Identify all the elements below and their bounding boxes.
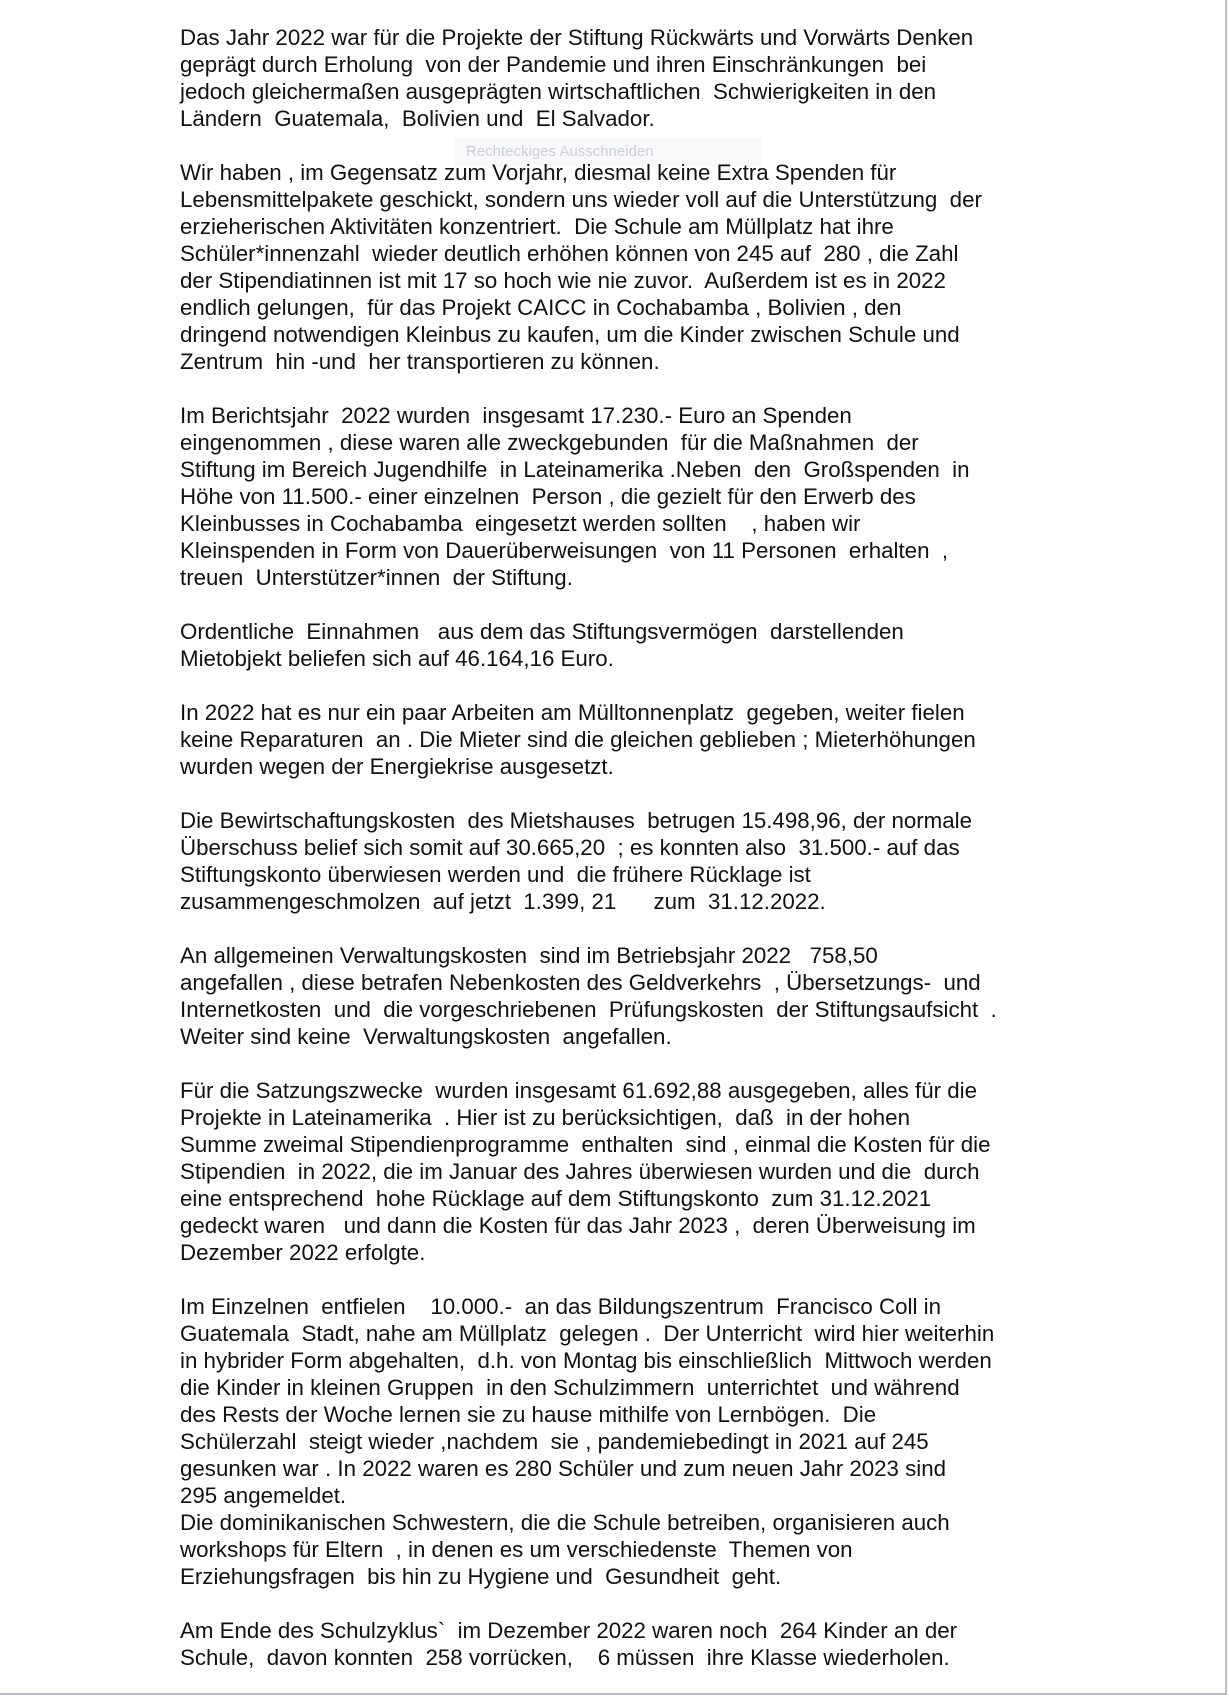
text-line: eine entsprechend hohe Rücklage auf dem Stiftungskonto zum 31.12.2021 <box>180 1186 932 1211</box>
text-line: Die Bewirtschaftungskosten des Mietshauses betrugen 15.498,96, der normale <box>180 808 972 833</box>
paragraph <box>180 1509 1060 1590</box>
text-line: Im Berichtsjahr 2022 wurden insgesamt 17.230.- Euro an Spenden <box>180 403 852 428</box>
text-line: keine Reparaturen an . Die Mieter sind die gleichen geblieben ; Mieterhöhungen <box>180 727 976 752</box>
paragraph <box>180 402 1060 591</box>
paragraph <box>180 24 1060 132</box>
text-line: Ländern Guatemala, Bolivien und El Salvador. <box>180 106 655 131</box>
text-line: die Kinder in kleinen Gruppen in den Schulzimmern unterrichtet und während <box>180 1375 960 1400</box>
text-line: des Rests der Woche lernen sie zu hause mithilfe von Lernbögen. Die <box>180 1402 877 1427</box>
text-line: zusammengeschmolzen auf jetzt 1.399, 21 zum 31.12.2022. <box>180 889 826 914</box>
text-line: Die dominikanischen Schwestern, die die Schule betreiben, organisieren auch <box>180 1510 950 1535</box>
text-line: Projekte in Lateinamerika . Hier ist zu berücksichtigen, daß in der hohen <box>180 1105 910 1130</box>
text-line: Überschuss belief sich somit auf 30.665,20 ; es konnten also 31.500.- auf das <box>180 835 960 860</box>
text-line: Lebensmittelpakete geschickt, sondern uns wieder voll auf die Unterstützung der <box>180 187 982 212</box>
text-line: Stiftung im Bereich Jugendhilfe in Lateinamerika .Neben den Großspenden in <box>180 457 970 482</box>
text-line: geprägt durch Erholung von der Pandemie und ihren Einschränkungen bei <box>180 52 927 77</box>
document-body <box>180 24 1060 1698</box>
text-line: Stipendien in 2022, die im Januar des Jahres überwiesen wurden und die durch <box>180 1159 980 1184</box>
text-line: Mietobjekt beliefen sich auf 46.164,16 Euro. <box>180 646 614 671</box>
text-line: An allgemeinen Verwaltungskosten sind im Betriebsjahr 2022 758,50 <box>180 943 878 968</box>
text-line: der Stipendiatinnen ist mit 17 so hoch wie nie zuvor. Außerdem ist es in 2022 <box>180 268 946 293</box>
text-line: Im Einzelnen entfielen 10.000.- an das Bildungszentrum Francisco Coll in <box>180 1294 941 1319</box>
text-line: gesunken war . In 2022 waren es 280 Schüler und zum neuen Jahr 2023 sind <box>180 1456 947 1481</box>
text-line: In 2022 hat es nur ein paar Arbeiten am Mülltonnenplatz gegeben, weiter fielen <box>180 700 965 725</box>
text-line: endlich gelungen, für das Projekt CAICC in Cochabamba , Bolivien , den <box>180 295 902 320</box>
paragraph <box>180 1077 1060 1266</box>
paragraph <box>180 618 1060 672</box>
text-line: jedoch gleichermaßen ausgeprägten wirtschaftlichen Schwierigkeiten in den <box>180 79 937 104</box>
text-line: eingenommen , diese waren alle zweckgebunden für die Maßnahmen der <box>180 430 919 455</box>
text-line: dringend notwendigen Kleinbus zu kaufen, um die Kinder zwischen Schule und <box>180 322 960 347</box>
paragraph <box>180 1617 1060 1671</box>
text-line: Erziehungsfragen bis hin zu Hygiene und Gesundheit geht. <box>180 1564 782 1589</box>
text-line: in hybrider Form abgehalten, d.h. von Montag bis einschließlich Mittwoch werden <box>180 1348 992 1373</box>
paragraph <box>180 942 1060 1050</box>
paragraph <box>180 699 1060 780</box>
text-line: 295 angemeldet. <box>180 1483 347 1508</box>
snipping-tooltip: Rechteckiges Ausschneiden <box>454 137 762 167</box>
text-line: Schule, davon konnten 258 vorrücken, 6 müssen ihre Klasse wiederholen. <box>180 1645 950 1670</box>
text-line: Dezember 2022 erfolgte. <box>180 1240 426 1265</box>
text-line: Weiter sind keine Verwaltungskosten angefallen. <box>180 1024 672 1049</box>
text-line: Zentrum hin -und her transportieren zu können. <box>180 349 660 374</box>
text-line: Höhe von 11.500.- einer einzelnen Person , die gezielt für den Erwerb des <box>180 484 916 509</box>
text-line: treuen Unterstützer*innen der Stiftung. <box>180 565 573 590</box>
text-line: Schüler*innenzahl wieder deutlich erhöhen können von 245 auf 280 , die Zahl <box>180 241 959 266</box>
text-line: Guatemala Stadt, nahe am Müllplatz gelegen . Der Unterricht wird hier weiterhin <box>180 1321 995 1346</box>
text-line: Am Ende des Schulzyklus` im Dezember 2022 waren noch 264 Kinder an der <box>180 1618 958 1643</box>
text-line: workshops für Eltern , in denen es um verschiedenste Themen von <box>180 1537 853 1562</box>
text-line: Schülerzahl steigt wieder ,nachdem sie , pandemiebedingt in 2021 auf 245 <box>180 1429 929 1454</box>
text-line: erzieherischen Aktivitäten konzentriert. Die Schule am Müllplatz hat ihre <box>180 214 894 239</box>
text-line: Stiftungskonto überwiesen werden und die frühere Rücklage ist <box>180 862 811 887</box>
paragraph <box>180 1293 1060 1509</box>
text-line: Internetkosten und die vorgeschriebenen Prüfungskosten der Stiftungsaufsicht . <box>180 997 997 1022</box>
text-line: Für die Satzungszwecke wurden insgesamt 61.692,88 ausgegeben, alles für die <box>180 1078 977 1103</box>
text-line: gedeckt waren und dann die Kosten für das Jahr 2023 , deren Überweisung im <box>180 1213 976 1238</box>
text-line: Kleinspenden in Form von Dauerüberweisungen von 11 Personen erhalten , <box>180 538 949 563</box>
paragraph <box>180 807 1060 915</box>
text-line: Das Jahr 2022 war für die Projekte der Stiftung Rückwärts und Vorwärts Denken <box>180 25 974 50</box>
paragraph <box>180 159 1060 375</box>
text-line: Wir haben , im Gegensatz zum Vorjahr, diesmal keine Extra Spenden für <box>180 160 897 185</box>
text-line: Ordentliche Einnahmen aus dem das Stiftungsvermögen darstellenden <box>180 619 904 644</box>
text-line: angefallen , diese betrafen Nebenkosten des Geldverkehrs , Übersetzungs- und <box>180 970 981 995</box>
text-line: Summe zweimal Stipendienprogramme enthalten sind , einmal die Kosten für die <box>180 1132 991 1157</box>
text-line: Kleinbusses in Cochabamba eingesetzt werden sollten , haben wir <box>180 511 861 536</box>
text-line: wurden wegen der Energiekrise ausgesetzt. <box>180 754 614 779</box>
